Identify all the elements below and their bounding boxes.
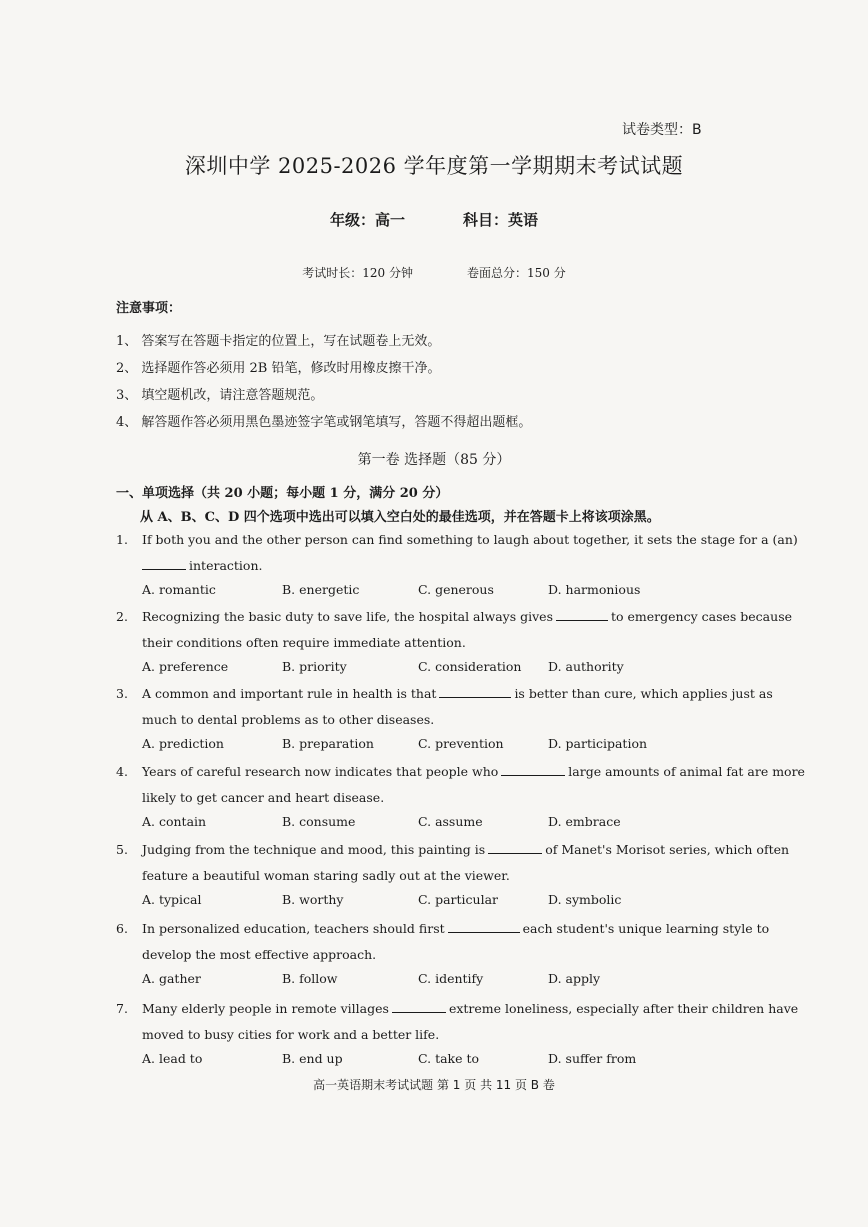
question-text-segment: is better than cure, which applies just as	[514, 686, 773, 701]
notice-item: 2、 选择题作答必须用 2B 铅笔，修改时用橡皮擦干净。	[116, 361, 441, 376]
question-text-segment: large amounts of animal fat are more	[568, 764, 805, 779]
answer-blank	[448, 921, 520, 933]
answer-option: A. gather	[142, 971, 201, 986]
answer-option: A. typical	[142, 892, 202, 907]
question-number: 3.	[116, 686, 128, 701]
question-text-segment: In personalized education, teachers should first	[142, 921, 445, 936]
grade-subject-line	[0, 209, 868, 230]
question-text-segment: of Manet's Morisot series, which often	[545, 842, 790, 857]
answer-option: D. apply	[548, 971, 601, 986]
question-text-line	[142, 1027, 732, 1042]
question-text-segment: moved to busy cities for work and a better life.	[142, 1027, 440, 1042]
answer-option: B. follow	[282, 971, 338, 986]
part-title: 第一卷 选择题（85 分）	[357, 452, 511, 468]
answer-option: A. romantic	[142, 582, 216, 597]
question-text-segment: Many elderly people in remote villages	[142, 1001, 389, 1016]
answer-blank	[142, 558, 186, 570]
answer-option: D. symbolic	[548, 892, 622, 907]
answer-option: B. energetic	[282, 582, 360, 597]
question-text-segment: each student's unique learning style to	[522, 921, 770, 936]
question-text-line	[142, 686, 773, 701]
answer-blank	[439, 686, 511, 698]
question-number: 6.	[116, 921, 128, 936]
question-text-segment: If both you and the other person can find something to laugh about together, it sets the stage for a (an)	[142, 532, 798, 547]
duration-label: 考试时长：120 分钟	[302, 266, 413, 280]
answer-option: A. prediction	[142, 736, 224, 751]
question-text-segment: likely to get cancer and heart disease.	[142, 790, 385, 805]
exam-title: 深圳中学 2025-2026 学年度第一学期期末考试试题	[184, 154, 684, 178]
section-instruction: 从 A、B、C、D 四个选项中选出可以填入空白处的最佳选项，并在答题卡上将该项涂黑。	[140, 510, 660, 525]
answer-option: A. lead to	[142, 1051, 203, 1066]
notice-title: 注意事项：	[116, 301, 182, 316]
answer-option: D. participation	[548, 736, 648, 751]
question-text-line	[142, 947, 732, 962]
page-footer: 高一英语期末考试试题 第 1 页 共 11 页 B 卷	[313, 1078, 555, 1092]
question-number: 1.	[116, 532, 128, 547]
answer-option: D. suffer from	[548, 1051, 637, 1066]
answer-option: C. prevention	[418, 736, 504, 751]
answer-option: C. identify	[418, 971, 484, 986]
subject-label: 科目：英语	[463, 211, 539, 229]
answer-blank	[392, 1001, 446, 1013]
answer-option: D. embrace	[548, 814, 621, 829]
question-text-line	[142, 868, 732, 883]
question-text-line	[142, 712, 732, 727]
question-number: 5.	[116, 842, 128, 857]
answer-option: C. consideration	[418, 659, 522, 674]
answer-blank	[556, 609, 608, 621]
answer-option: D. authority	[548, 659, 624, 674]
answer-option: C. particular	[418, 892, 498, 907]
question-text-segment: Years of careful research now indicates that people who	[142, 764, 499, 779]
section-title: 一、单项选择（共 20 小题；每小题 1 分，满分 20 分）	[116, 486, 449, 501]
question-text-segment: develop the most effective approach.	[142, 947, 377, 962]
question-text-line	[142, 558, 732, 573]
notice-item: 4、 解答题作答必须用黑色墨迹签字笔或钢笔填写，答题不得超出题框。	[116, 415, 532, 430]
total-score-label: 卷面总分：150 分	[467, 266, 566, 280]
question-number: 4.	[116, 764, 128, 779]
question-text-segment: to emergency cases because	[611, 609, 792, 624]
question-text-segment: their conditions often require immediate attention.	[142, 635, 466, 650]
answer-option: C. take to	[418, 1051, 480, 1066]
question-text-segment: feature a beautiful woman staring sadly out at the viewer.	[142, 868, 510, 883]
answer-option: B. consume	[282, 814, 356, 829]
question-text-line	[142, 764, 805, 779]
question-number: 7.	[116, 1001, 128, 1016]
question-text-segment: much to dental problems as to other diseases.	[142, 712, 435, 727]
question-text-line	[142, 609, 792, 624]
question-text-segment: interaction.	[189, 558, 263, 573]
answer-option: B. worthy	[282, 892, 344, 907]
paper-type-label: 试卷类型：B	[622, 122, 702, 138]
question-text-line	[142, 790, 732, 805]
question-text-line	[142, 842, 790, 857]
question-text-segment: extreme loneliness, especially after their children have	[448, 1001, 799, 1016]
answer-option: C. generous	[418, 582, 494, 597]
duration-score-line	[0, 264, 868, 281]
answer-option: C. assume	[418, 814, 483, 829]
question-text-line	[142, 921, 770, 936]
question-text-segment: A common and important rule in health is that	[142, 686, 437, 701]
question-text-line	[142, 1001, 799, 1016]
answer-option: B. end up	[282, 1051, 343, 1066]
question-number: 2.	[116, 609, 128, 624]
answer-blank	[501, 764, 565, 776]
question-text-segment: Recognizing the basic duty to save life, the hospital always gives	[142, 609, 553, 624]
notice-item: 1、 答案写在答题卡指定的位置上，写在试题卷上无效。	[116, 334, 441, 349]
grade-label: 年级：高一	[329, 211, 405, 229]
question-text-line	[142, 635, 732, 650]
question-text-line	[142, 532, 798, 547]
answer-blank	[488, 842, 542, 854]
notice-item: 3、 填空题机改，请注意答题规范。	[116, 388, 324, 403]
question-text-segment: Judging from the technique and mood, this painting is	[142, 842, 486, 857]
answer-option: B. preparation	[282, 736, 374, 751]
answer-option: A. preference	[142, 659, 229, 674]
answer-option: A. contain	[142, 814, 207, 829]
answer-option: D. harmonious	[548, 582, 641, 597]
answer-option: B. priority	[282, 659, 347, 674]
